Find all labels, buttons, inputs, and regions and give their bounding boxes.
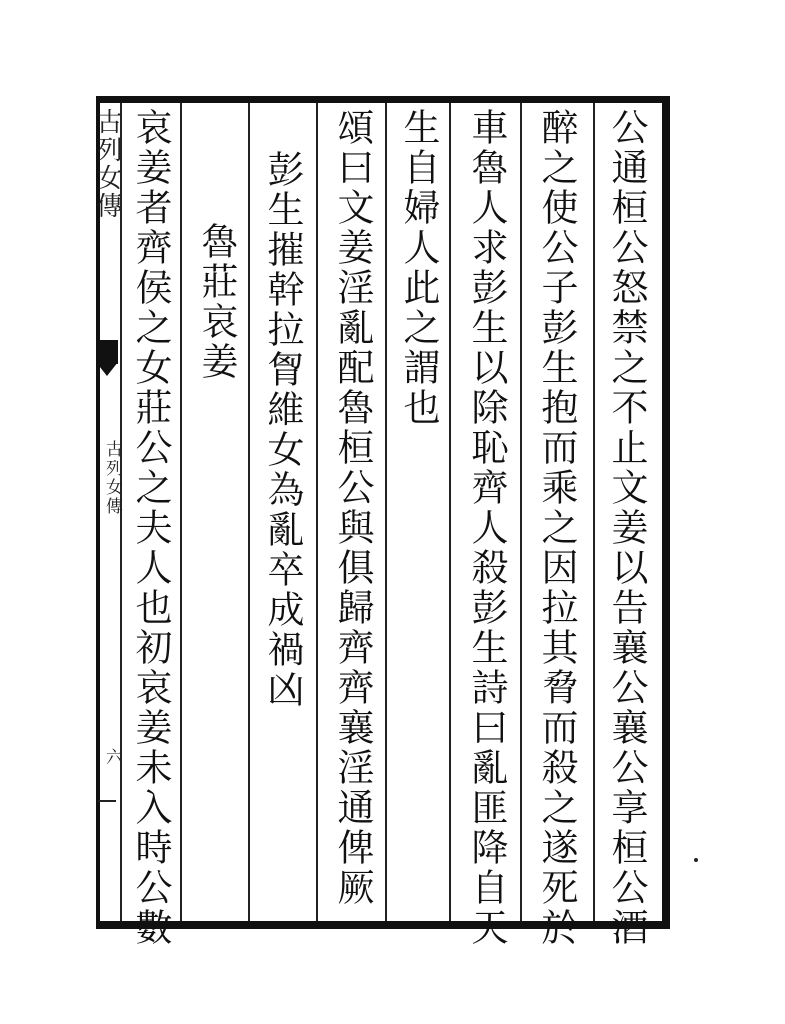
margin-book-title: 古列女傳 (102, 440, 122, 516)
column-rule (248, 103, 250, 921)
frame-border-right (662, 96, 670, 929)
column-rule (449, 103, 451, 921)
margin-page-number: 六 (102, 748, 122, 767)
column-rule (520, 103, 522, 921)
text-column-6: 彭生摧幹拉胷維女為亂卒成禍凶 (261, 150, 304, 710)
text-column-8: 哀姜者齊侯之女莊公之夫人也初哀姜未入時公數 (129, 108, 172, 948)
text-column-4: 生自婦人此之謂也 (397, 108, 440, 428)
margin-dash (98, 800, 116, 802)
text-column-3: 車魯人求彭生以除恥齊人殺彭生詩曰亂匪降自天 (465, 108, 508, 948)
ink-speck (694, 858, 698, 862)
column-rule (316, 103, 318, 921)
column-rule (593, 103, 595, 921)
fish-tail-mark (96, 362, 118, 376)
column-rule (385, 103, 387, 921)
frame-border-bottom (96, 921, 670, 929)
frame-border-top (96, 96, 670, 103)
column-rule (180, 103, 182, 921)
section-heading: 魯莊哀姜 (195, 222, 238, 382)
margin-title: 古列女傳 (92, 108, 122, 220)
text-column-2: 醉之使公子彭生抱而乘之因拉其脅而殺之遂死於 (535, 108, 578, 948)
text-column-5: 頌曰文姜淫亂配魯桓公與俱歸齊齊襄淫通俾厥 (331, 108, 374, 908)
text-column-1: 公通桓公怒禁之不止文姜以告襄公襄公享桓公酒 (605, 108, 648, 948)
fish-tail-block (96, 340, 118, 364)
